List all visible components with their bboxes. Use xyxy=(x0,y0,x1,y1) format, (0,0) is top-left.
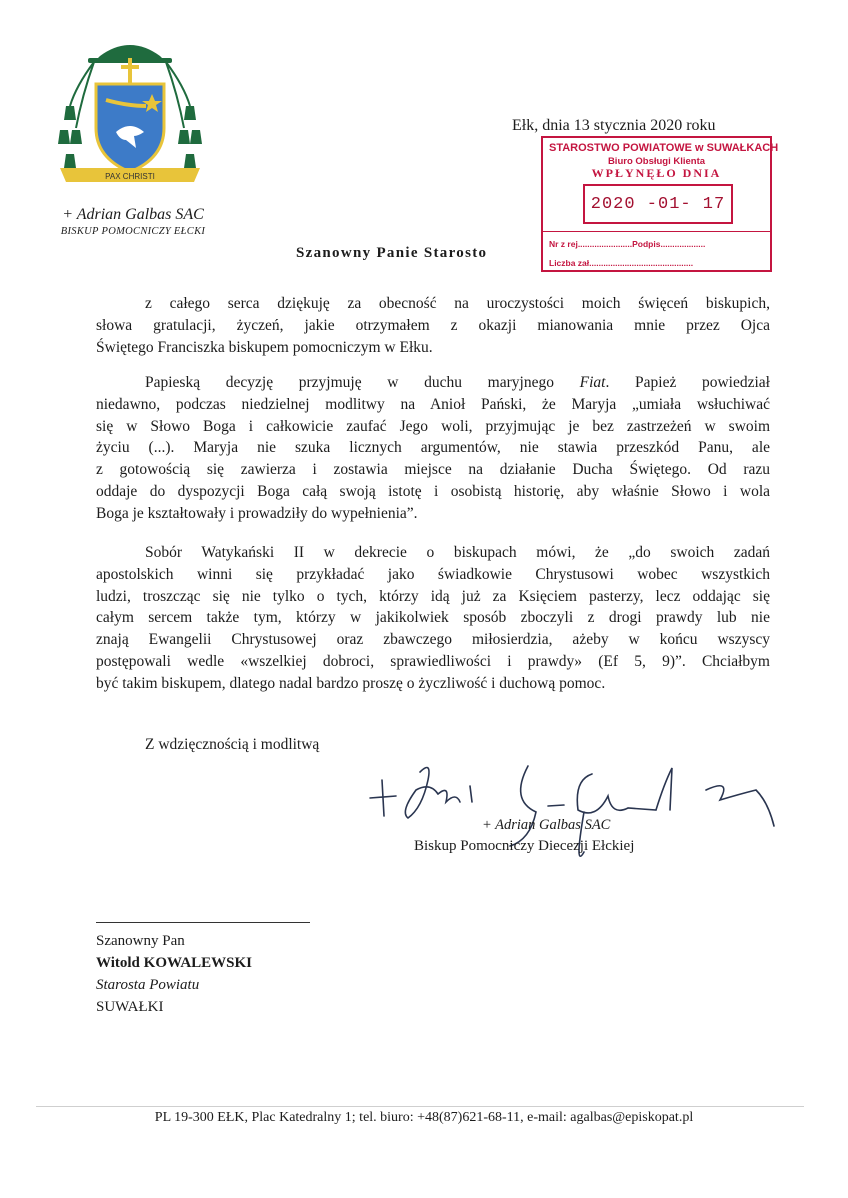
text-line: całym sercem także tym, którzy w jakikolwiek sposób zboczyli z drogi prawdy lub nie xyxy=(96,609,770,627)
stamp-register-row: Nr z rej.......................Podpis................... xyxy=(549,239,706,249)
text-line: oddaje do dyspozycji Boga całą swoją istotę i osobistą historię, aby właśnie Słowo i wola xyxy=(96,482,770,500)
signature-name: + Adrian Galbas SAC xyxy=(482,817,611,833)
place-date: Ełk, dnia 13 stycznia 2020 roku xyxy=(512,117,716,134)
body-paragraph-2 xyxy=(96,372,770,525)
text-line: ludzi, troszcząc się nie tylko o tych, którzy idą już za Księciem pasterzy, lecz oddając się xyxy=(96,587,770,605)
stamp-date: 2020 -01- 17 xyxy=(590,195,726,214)
text-line: być takim biskupem, dlatego nadal bardzo proszę o życzliwość i duchową pomoc. xyxy=(96,674,606,692)
addressee-name: Witold KOWALEWSKI xyxy=(96,955,253,971)
stamp-department: Biuro Obsługi Klienta xyxy=(607,156,706,167)
text-line: Papieską decyzję przyjmuję w duchu maryjnego Fiat. Papież powiedział xyxy=(145,374,770,391)
text-line: niedawno, podczas niedzielnej modlitwy na Anioł Pański, że Maryja „umiała wsłuchiwać xyxy=(96,395,770,413)
addressee-city: SUWAŁKI xyxy=(96,999,164,1015)
stamp-received-label: WPŁYNĘŁO DNIA xyxy=(591,166,722,180)
stamp-office: STAROSTWO POWIATOWE w SUWAŁKACH xyxy=(549,142,779,154)
letterhead-bishop-title: BISKUP POMOCNICZY EŁCKI xyxy=(60,226,206,237)
body-paragraph-3 xyxy=(96,542,770,695)
text-line: życiu (...). Maryja nie szuka licznych argumentów, nie stawia przeszkód Panu, ale xyxy=(96,439,770,457)
footer-divider xyxy=(36,1106,804,1107)
stamp-attachments-row: Liczba zał............................................ xyxy=(549,258,694,268)
text-line: z całego serca dziękuję za obecność na uroczystości moich święceń biskupich, xyxy=(145,295,770,312)
text-line: z gotowością się zawierza i zostawia miejsce na działanie Ducha Świętego. Od razu xyxy=(96,461,770,479)
text-line: postępowali wedle «wszelkiej dobroci, sprawiedliwości i prawdy» (Ef 5, 9)”. Chciałbym xyxy=(96,652,770,670)
address-divider xyxy=(96,922,310,923)
body-paragraph-1 xyxy=(96,293,770,358)
addressee-greeting: Szanowny Pan xyxy=(96,933,185,949)
received-stamp xyxy=(541,136,779,272)
text-line: Świętego Franciszka biskupem pomocniczym w Ełku. xyxy=(96,338,433,356)
salutation: Szanowny Panie Starosto xyxy=(296,245,488,261)
text-line: apostolskich winni się przykładać jako świadkowie Chrystusowi wobec wszystkich xyxy=(96,565,770,583)
stamp-divider xyxy=(543,231,770,232)
text-line: słowa gratulacji, życzeń, jakie otrzymałem z okazji mianowania mnie przez Ojca xyxy=(96,316,770,334)
stamp-date-box xyxy=(583,184,733,224)
text-line: Boga je kształtowały i prowadziły do wypełnienia”. xyxy=(96,504,418,522)
addressee-block xyxy=(96,930,252,1018)
motto-text: PAX CHRISTI xyxy=(105,172,155,181)
footer-contact: PL 19-300 EŁK, Plac Katedralny 1; tel. biuro: +48(87)621-68-11, e-mail: agalbas@episkopat.pl xyxy=(154,1110,694,1125)
signature-title: Biskup Pomocniczy Diecezji Ełckiej xyxy=(414,838,635,854)
letterhead-bishop-name: + Adrian Galbas SAC xyxy=(62,206,204,223)
text-line: się w Słowo Boga i całkowicie zaufać Jego woli, przyjmując je bez zastrzeżeń w swoim xyxy=(96,417,770,435)
text-line: znają Ewangelii Chrystusowej oraz zbawczego miłosierdzia, ażeby w końcu wszyscy xyxy=(96,631,770,649)
addressee-role: Starosta Powiatu xyxy=(96,977,200,993)
text-line: Sobór Watykański II w dekrecie o biskupach mówi, że „do swoich zadań xyxy=(145,544,770,561)
coat-of-arms-icon xyxy=(54,36,206,196)
closing: Z wdzięcznością i modlitwą xyxy=(145,736,320,753)
